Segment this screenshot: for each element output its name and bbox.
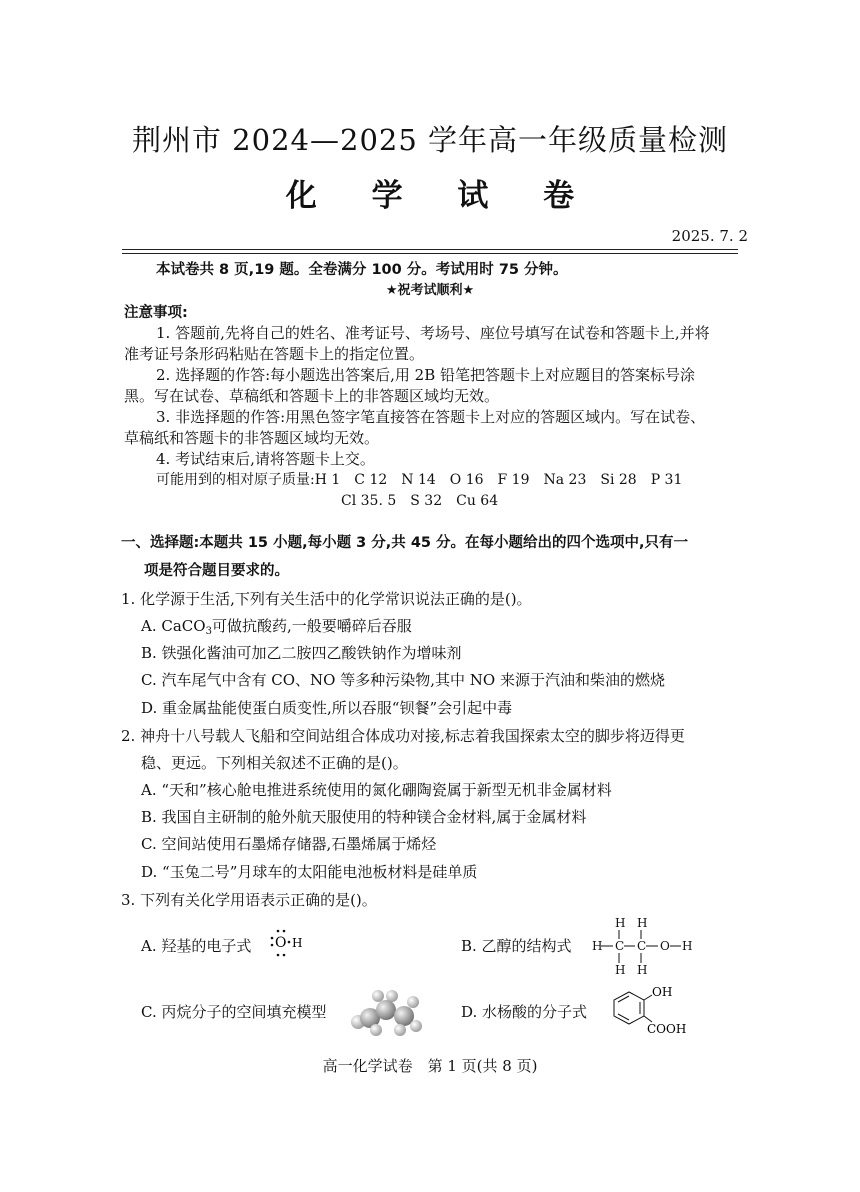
q2-option-a: A. “天和”核心舱电推进系统使用的氮化硼陶瓷属于新型无机非金属材料	[141, 781, 612, 799]
page-title: 荆州市 2024—2025 学年高一年级质量检测	[131, 123, 729, 157]
exam-date: 2025. 7. 2	[671, 227, 748, 245]
q2-option-d: D. “玉兔二号”月球车的太阳能电池板材料是硅单质	[141, 863, 478, 881]
cooh-group-label: COOH	[647, 1022, 687, 1036]
q3-option-b: B. 乙醇的结构式	[461, 937, 572, 955]
svg-text:H: H	[592, 939, 603, 953]
notice-heading: 注意事项:	[124, 305, 188, 321]
header-rule-bottom	[122, 253, 738, 254]
notice-item-1-cont: 准考证号条形码粘贴在答题卡上的指定位置。	[124, 345, 425, 363]
hydroxyl-o-label: O	[275, 935, 287, 951]
svg-text:H: H	[615, 963, 626, 977]
section-1-heading-cont: 项是符合题目要求的。	[144, 563, 289, 579]
propane-space-filling-model	[340, 986, 430, 1040]
notice-item-1: 1. 答题前,先将自己的姓名、准考证号、考场号、座位号填写在试卷和答题卡上,并将	[156, 324, 710, 342]
svg-text:O: O	[660, 939, 670, 953]
notice-item-2-cont: 黑。写在试卷、草稿纸和答题卡上的非答题区域均无效。	[124, 387, 500, 405]
header-rule-top	[122, 249, 738, 250]
notice-item-2: 2. 选择题的作答:每小题选出答案后,用 2B 铅笔把答题卡上对应题目的答案标号涂	[156, 366, 696, 384]
svg-text:H: H	[615, 916, 626, 930]
q2-stem-cont: 稳、更远。下列相关叙述不正确的是()。	[141, 754, 408, 772]
q1-option-b: B. 铁强化酱油可加乙二胺四乙酸铁钠作为增味剂	[141, 644, 462, 662]
svg-text:H: H	[637, 963, 648, 977]
hydroxyl-electron-formula	[258, 926, 308, 960]
svg-text:H: H	[682, 939, 693, 953]
exam-summary: 本试卷共 8 页,19 题。全卷满分 100 分。考试用时 75 分钟。	[156, 262, 568, 278]
q2-option-c: C. 空间站使用石墨烯存储器,石墨烯属于烯烃	[141, 835, 437, 853]
notice-item-3-cont: 草稿纸和答题卡的非答题区域均无效。	[124, 429, 380, 447]
q3-option-c: C. 丙烷分子的空间填充模型	[141, 1003, 327, 1021]
page-subtitle: 化 学 试 卷	[285, 178, 597, 214]
q3-stem: 3. 下列有关化学用语表示正确的是()。	[121, 891, 377, 909]
svg-text:H: H	[637, 916, 648, 930]
notice-item-4: 4. 考试结束后,请将答题卡上交。	[156, 450, 375, 468]
q1-option-c: C. 汽车尾气中含有 CO、NO 等多种污染物,其中 NO 来源于汽油和柴油的燃烧	[141, 671, 665, 689]
svg-text:C: C	[637, 939, 647, 953]
good-luck-banner: ★祝考试顺利★	[385, 283, 475, 298]
q3-option-d: D. 水杨酸的分子式	[461, 1003, 588, 1021]
page-footer: 高一化学试卷 第 1 页(共 8 页)	[322, 1057, 538, 1075]
q1-option-d: D. 重金属盐能使蛋白质变性,所以吞服“钡餐”会引起中毒	[141, 699, 513, 717]
oh-group-label: OH	[652, 985, 673, 999]
notice-item-3: 3. 非选择题的作答:用黑色签字笔直接答在答题卡上对应的答题区域内。写在试卷、	[156, 408, 706, 426]
hydroxyl-h-label: H	[292, 936, 303, 950]
q1-option-a: A. CaCO$_3$可做抗酸药,一般要嚼碎后吞服	[141, 617, 412, 637]
q1-stem: 1. 化学源于生活,下列有关生活中的化学常识说法正确的是()。	[121, 590, 532, 608]
salicylic-acid-structure	[600, 982, 700, 1038]
q2-stem: 2. 神舟十八号载人飞船和空间站组合体成功对接,标志着我国探索太空的脚步将迈得更	[121, 727, 685, 745]
atomic-masses-line-2: Cl 35. 5 S 32 Cu 64	[341, 493, 499, 509]
q2-option-b: B. 我国自主研制的舱外航天服使用的特种镁合金材料,属于金属材料	[141, 808, 587, 826]
ethanol-structural-formula	[588, 914, 698, 978]
q3-option-a: A. 羟基的电子式	[141, 937, 252, 955]
atomic-masses-line-1: 可能用到的相对原子质量:H 1 C 12 N 14 O 16 F 19 Na 23 Si 28 P 31	[156, 472, 683, 488]
section-1-heading: 一、选择题:本题共 15 小题,每小题 3 分,共 45 分。在每小题给出的四个选项中,只有一	[121, 535, 689, 551]
svg-text:C: C	[615, 939, 625, 953]
